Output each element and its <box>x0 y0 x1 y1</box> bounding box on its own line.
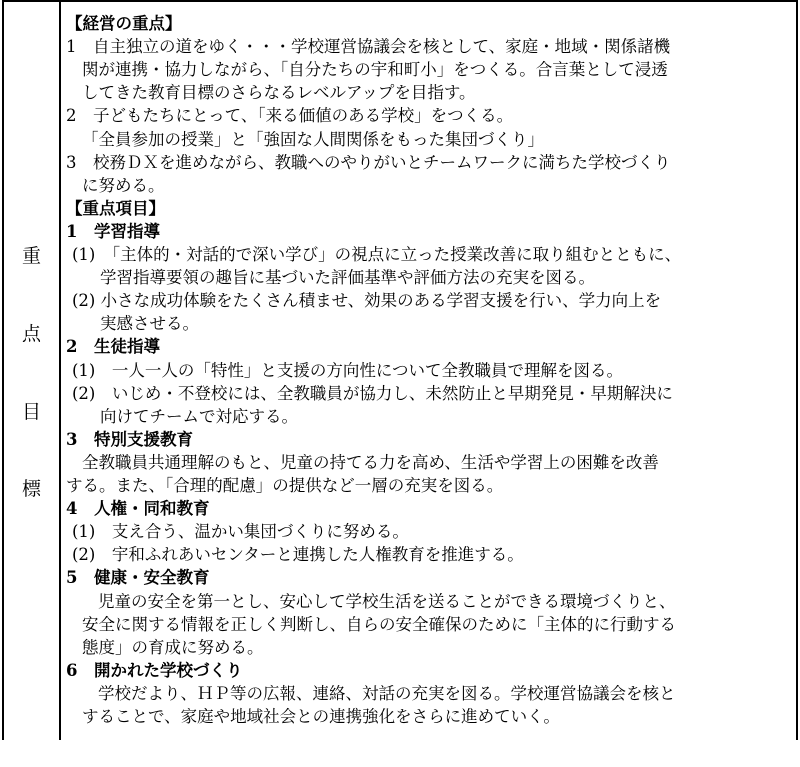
text-line: 3 校務ＤＸを進めながら、教職へのやりがいとチームワークに満ちた学校づくり <box>66 153 671 172</box>
text-line: に努める。 <box>82 176 165 195</box>
section-heading: 2 生徒指導 <box>66 337 160 356</box>
text-line: 児童の安全を第一とし、安心して学校生活を送ることができる環境づくりと、 <box>98 592 676 611</box>
text-line: 実感させる。 <box>100 314 199 333</box>
text-line: 1 自主独立の道をゆく・・・学校運営協議会を核として、家庭・地域・関係諸機 <box>66 37 671 56</box>
text-line: (2) いじめ・不登校には、全教職員が協力し、未然防止と早期発見・早期解決に <box>72 384 673 403</box>
text-line: (2) 小さな成功体験をたくさん積ませ、効果のある学習支援を行い、学力向上を <box>72 291 662 310</box>
text-line: してきた教育目標のさらなるレベルアップを目指す。 <box>82 83 476 102</box>
side-label-char: 目 <box>21 401 41 423</box>
section-heading: 3 特別支援教育 <box>66 430 193 449</box>
text-line: (2) 宇和ふれあいセンターと連携した人権教育を推進する。 <box>72 545 524 564</box>
text-line: (1) 「主体的・対話的で深い学び」の視点に立った授業改善に取り組むとともに、 <box>72 245 682 264</box>
side-label-char: 標 <box>21 478 41 500</box>
section-heading: 【重点項目】 <box>66 199 165 218</box>
text-line: 2 子どもたちにとって、「来る価値のある学校」をつくる。 <box>66 106 514 125</box>
side-label-char: 点 <box>21 323 41 345</box>
text-line: 全教職員共通理解のもと、児童の持てる力を高め、生活や学習上の困難を改善 <box>82 453 659 472</box>
text-line: することで、家庭や地域社会との連携強化をさらに進めていく。 <box>82 707 560 726</box>
column-divider <box>59 0 61 740</box>
section-heading: 4 人権・同和教育 <box>66 499 210 518</box>
text-line: (1) 支え合う、温かい集団づくりに努める。 <box>72 522 409 541</box>
text-line: (1) 一人一人の「特性」と支援の方向性について全教職員で理解を図る。 <box>72 361 624 380</box>
side-label-char: 重 <box>21 245 41 267</box>
section-heading: 6 開かれた学校づくり <box>66 661 243 680</box>
text-line: する。また、「合理的配慮」の提供など一層の充実を図る。 <box>66 476 504 495</box>
text-line: 学校だより、ＨＰ等の広報、連絡、対話の充実を図る。学校運営協議会を核と <box>98 684 676 703</box>
text-line: 態度」の育成に努める。 <box>82 638 264 657</box>
section-heading: 【経営の重点】 <box>66 14 182 33</box>
text-line: 「全員参加の授業」と「強固な人間関係をもった集団づくり」 <box>82 130 544 149</box>
text-line: 関が連携・協力しながら、「自分たちの宇和町小」をつくる。合言葉として浸透 <box>82 60 668 79</box>
text-line: 安全に関する情報を正しく判断し、自らの安全確保のために「主体的に行動する <box>82 615 676 634</box>
text-line: 向けてチームで対応する。 <box>100 407 298 426</box>
section-heading: 5 健康・安全教育 <box>66 568 210 587</box>
section-heading: 1 学習指導 <box>66 222 160 241</box>
text-line: 学習指導要領の趣旨に基づいた評価基準や評価方法の充実を図る。 <box>100 268 595 287</box>
